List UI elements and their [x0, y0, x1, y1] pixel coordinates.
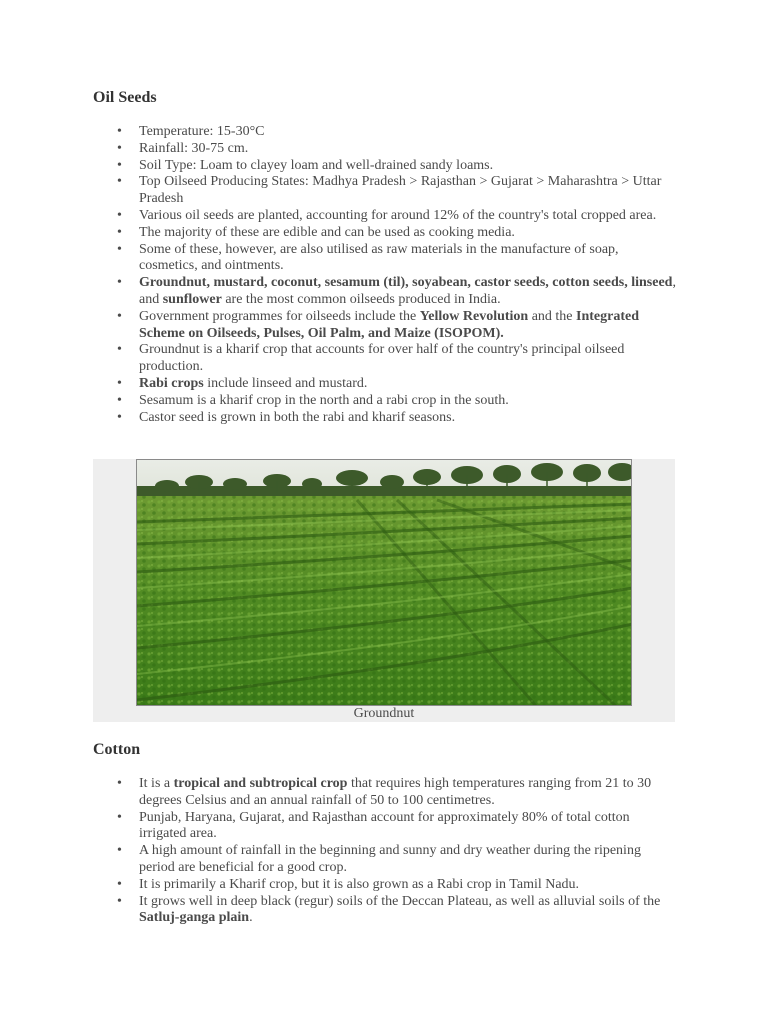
list-item — [139, 410, 679, 427]
bold-text: Satluj-ganga plain — [139, 910, 250, 926]
text-run: Castor seed is grown in both the rabi and kharif seasons. — [139, 409, 456, 425]
bold-text: Integrated Scheme on Oilseeds, Pulses, Oil Palm, and Maize (ISOPOM). — [139, 308, 640, 341]
bold-text: sunflower — [162, 291, 222, 307]
groundnut-field-photo — [136, 459, 632, 706]
text-run: and the — [528, 308, 577, 324]
text-run: Rainfall: 30-75 cm. — [139, 140, 249, 156]
text-run: Groundnut is a kharif crop that accounts for over half of the country's principal oilseed production. — [139, 342, 625, 375]
bold-text: Yellow Revolution — [419, 308, 529, 324]
list-item — [139, 242, 679, 276]
cotton-bullet-list — [139, 776, 679, 927]
section-heading-oil-seeds: Oil Seeds — [93, 89, 157, 106]
figure-caption: Groundnut — [353, 706, 415, 721]
text-run: It grows well in deep black (regur) soils of the Deccan Plateau, as well as alluvial soils of the — [139, 893, 661, 909]
text-run: The majority of these are edible and can be used as cooking media. — [139, 224, 515, 240]
text-run: are the most common oilseeds produced in India. — [221, 291, 501, 307]
list-item — [139, 877, 679, 894]
list-item — [139, 810, 679, 844]
oil-seeds-bullet-list — [139, 124, 679, 426]
text-run: It is a — [139, 776, 174, 791]
text-run: Some of these, however, are also utilised as raw materials in the manufacture of soap, cosmetics, and ointments. — [139, 241, 619, 274]
list-item — [139, 776, 679, 810]
list-item — [139, 174, 679, 208]
text-run: , and — [139, 275, 676, 307]
text-run: Various oil seeds are planted, accounting for around 12% of the country's total cropped area. — [139, 207, 657, 223]
list-item — [139, 342, 679, 376]
text-run: Punjab, Haryana, Gujarat, and Rajasthan account for approximately 80% of total cotton irrigated area. — [139, 809, 630, 842]
list-item — [139, 894, 679, 928]
bold-text: Groundnut, mustard, coconut, sesamum (til), soyabean, castor seeds, cotton seeds, linseed — [139, 275, 673, 291]
text-run: It is primarily a Kharif crop, but it is also grown as a Rabi crop in Tamil Nadu. — [139, 876, 580, 892]
list-item — [139, 141, 679, 158]
text-run: Top Oilseed Producing States: Madhya Pradesh > Rajasthan > Gujarat > Maharashtra > Uttar Pradesh — [139, 174, 662, 207]
text-run: . — [249, 910, 253, 926]
list-item — [139, 393, 679, 410]
text-run: A high amount of rainfall in the beginning and sunny and dry weather during the ripening period are beneficial for a good crop. — [139, 843, 641, 875]
text-run: that requires high temperatures ranging from 21 to 30 degrees Celsius and an annual rainfall of 50 to 100 centimetres. — [139, 776, 652, 808]
text-run: Temperature: 15-30°C — [139, 124, 265, 139]
list-item — [139, 376, 679, 393]
list-item — [139, 275, 679, 309]
section-heading-cotton: Cotton — [93, 741, 141, 758]
text-run: include linseed and mustard. — [203, 375, 368, 391]
list-item — [139, 309, 679, 343]
text-run: Soil Type: Loam to clayey loam and well-drained sandy loams. — [139, 157, 494, 173]
list-item — [139, 225, 679, 242]
text-run: Sesamum is a kharif crop in the north and a rabi crop in the south. — [139, 392, 509, 408]
groundnut-figure — [93, 459, 675, 722]
bold-text: tropical and subtropical crop — [173, 776, 348, 791]
list-item — [139, 124, 679, 141]
list-item — [139, 843, 679, 877]
bold-text: Rabi crops — [139, 375, 204, 391]
text-run: Government programmes for oilseeds include the — [139, 308, 420, 324]
list-item — [139, 208, 679, 225]
list-item — [139, 158, 679, 175]
